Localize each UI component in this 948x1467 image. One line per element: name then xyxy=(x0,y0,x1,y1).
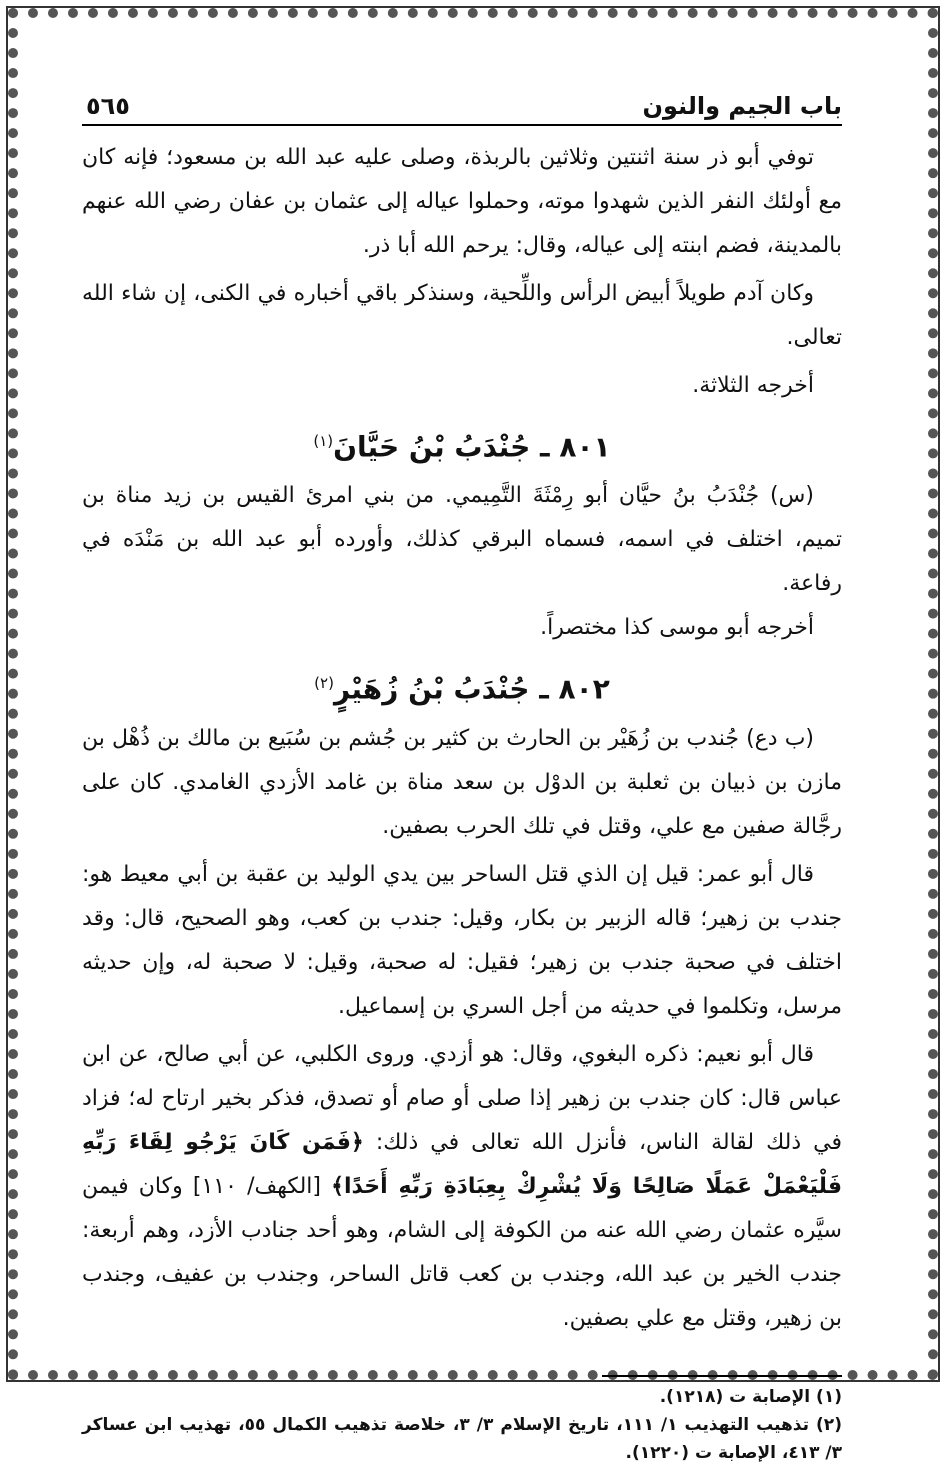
footnotes xyxy=(82,1383,842,1467)
quran-verse: ﴿فَمَن كَانَ يَرْجُو لِقَاءَ رَبِّهِ فَلْيَعْمَلْ عَمَلًا صَالِحًا وَلَا يُشْرِكْ بِعِبَادَةِ رَبِّهِ أَحَدًا﴾ xyxy=(82,1129,842,1199)
footnote-ref: (١) xyxy=(313,432,334,450)
paragraph: (ب دع) جُندب بن زُهَيْر بن الحارث بن كثير بن جُشم بن سُبَيع بن مالك بن ذُهْل بن مازن بن ذبيان بن ثعلبة بن الدوْل بن سعد مناة بن غامد الأزدي الغامدي. كان على رجَّالة صفين مع علي، وقتل في تلك الحرب بصفين. xyxy=(82,725,842,839)
footnote-ref: (٢) xyxy=(314,674,334,693)
paragraph: قال أبو عمر: قيل إن الذي قتل الساحر بين يدي الوليد بن عقبة بن أبي معيط هو: جندب بن زهير؛ قاله الزبير بن بكار، وقيل: جندب بن كعب، وهو الصحيح، قال: وقد اختلف في صحبة جندب بن زهير؛ فقيل: له صحبة، وقيل: لا صحبة له، وإن حديثه مرسل، وتكلموا في حديثه من أجل السري بن إسماعيل. xyxy=(82,861,842,1019)
paragraph: أخرجه الثلاثة. xyxy=(692,373,814,398)
footnote: (١) الإصابة ت (١٢١٨). xyxy=(659,1386,842,1407)
paragraph: (س) جُنْدَبُ بنُ حيَّان أبو رِمْثَةَ التَّمِيمي. من بني امرئ القيس بن زيد مناة بن تميم، اختلف في اسمه، فسماه البرقي كذلك، وأورده أبو عبد الله بن مَنْدَه في رفاعة. xyxy=(82,483,842,597)
paragraph xyxy=(82,1033,842,1341)
entry-title: ٨٠١ ـ جُنْدَبُ بْنُ حَيَّانَ xyxy=(333,430,611,464)
paragraph-text: قال أبو نعيم: ذكره البغوي، وقال: هو أزدي. وروى الكلبي، عن أبي صالح، عن ابن عباس قال: كان جندب بن زهير إذا صلى أو صام أو تصدق، فذكر بخير ارتاح له؛ فزاد في ذلك لقالة الناس، فأنزل الله تعالى في ذلك: xyxy=(82,1041,843,1155)
footnote: (٢) تذهيب التهذيب ١/ ١١١، تاريخ الإسلام ٣/ ٣، خلاصة تذهيب الكمال ٥٥، تهذيب ابن عساكر ٣/ ٤١٣، الإصابة ت (١٢٢٠). xyxy=(82,1414,842,1463)
footnote-separator xyxy=(602,1375,842,1377)
page-number: ٥٦٥ xyxy=(86,92,130,120)
paragraph: توفي أبو ذر سنة اثنتين وثلاثين بالربذة، وصلى عليه عبد الله بن مسعود؛ فإنه كان مع أولئك النفر الذين شهدوا موته، وحملوا عياله إلى عثمان بن عفان رضي الله عنهم بالمدينة، فضم ابنته إلى عياله، وقال: يرحم الله أبا ذر. xyxy=(82,145,842,258)
paragraph-text: [الكهف/ ١١٠] وكان فيمن سيَّره عثمان رضي الله عنه من الكوفة إلى الشام، وهو أحد جنادب الأزد، وهم أربعة: جندب الخير بن عبد الله، وجندب بن كعب قاتل الساحر، وجندب بن عفيف، وجندب بن زهير، وقتل مع علي بصفين. xyxy=(82,1173,842,1331)
entry-title: ٨٠٢ ـ جُنْدَبُ بْنُ زُهَيْرٍ xyxy=(333,672,610,706)
paragraph: وكان آدم طويلاً أبيض الرأس واللِّحية، وسنذكر باقي أخباره في الكنى، إن شاء الله تعالى. xyxy=(82,281,842,350)
entry-heading-802 xyxy=(82,660,842,712)
paragraph: أخرجه أبو موسى كذا مختصراً. xyxy=(540,615,814,641)
book-page xyxy=(82,78,842,1467)
main-text xyxy=(82,136,842,1341)
chapter-title: باب الجيم والنون xyxy=(642,92,842,120)
running-header xyxy=(82,78,842,126)
entry-heading-801 xyxy=(82,418,842,470)
